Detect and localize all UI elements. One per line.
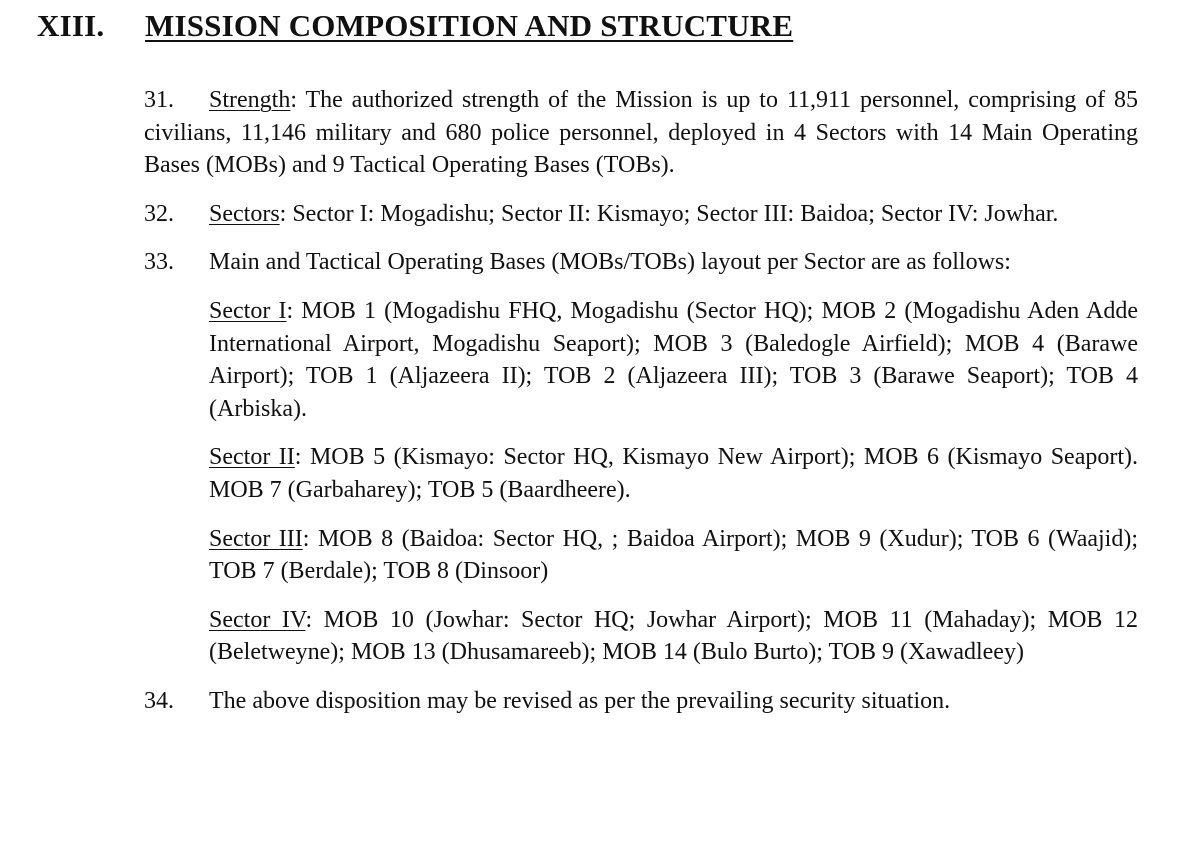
label-separator: : [279,200,287,227]
paragraph-32 [144,198,1138,231]
label-separator: : [305,606,313,633]
paragraph-33 [144,246,1138,279]
section-number: XIII. [37,8,105,43]
paragraph-text: Sector I: Mogadishu; Sector II: Kismayo; Sector III: Baidoa; Sector IV: Jowhar. [286,200,1059,227]
sector-label: Sector IV [209,606,306,633]
paragraph-number: 34. [144,687,174,714]
paragraph-text: The authorized strength of the Mission is up to 11,911 personnel, comprising of 85 civilians, 11,146 military and 680 police personnel, deployed in 4 Sectors with 14 Main Operating Bases (MOBs) and 9 Tactical Operating Bases (TOBs). [144,87,1138,179]
paragraph-text: Main and Tactical Operating Bases (MOBs/TOBs) layout per Sector are as follows: [209,249,1011,276]
sector-i-item [209,295,1138,425]
label-separator: : [294,444,302,471]
label-separator: : [302,525,310,552]
paragraph-text: The above disposition may be revised as per the prevailing security situation. [209,687,951,714]
sector-ii-item [209,441,1138,506]
sector-iv-item [209,604,1138,669]
sector-label: Sector II [209,444,295,471]
sector-text: MOB 1 (Mogadishu FHQ, Mogadishu (Sector HQ); MOB 2 (Mogadishu Aden Adde International Airport, Mogadishu Seaport); MOB 3 (Baledogle Airfield); MOB 4 (Barawe Airport); TOB 1 (Aljazeera II); TOB 2 (Aljazeera III); TOB 3 (Barawe Seaport); TOB 4 (Arbiska). [209,297,1138,422]
sector-iii-item [209,523,1138,588]
sector-label: Sector III [209,525,303,552]
document-body [144,84,1138,718]
paragraph-31 [144,84,1138,182]
paragraph-label: Sectors [209,200,280,227]
sector-text: MOB 8 (Baidoa: Sector HQ, ; Baidoa Airport); MOB 9 (Xudur); TOB 6 (Waajid); TOB 7 (Berdale); TOB 8 (Dinsoor) [209,525,1138,585]
section-heading [37,8,793,44]
label-separator: : [290,87,297,113]
paragraph-number: 31. [144,87,174,113]
sector-text: MOB 5 (Kismayo: Sector HQ, Kismayo New Airport); MOB 6 (Kismayo Seaport). MOB 7 (Garbaharey); TOB 5 (Baardheere). [209,444,1139,503]
sector-text: MOB 10 (Jowhar: Sector HQ; Jowhar Airport); MOB 11 (Mahaday); MOB 12 (Beletweyne); MOB 13 (Dhusamareeb); MOB 14 (Bulo Burto); TOB 9 (Xawadleey) [209,606,1138,666]
paragraph-number: 33. [144,249,174,276]
paragraph-number: 32. [144,200,174,227]
section-title: MISSION COMPOSITION AND STRUCTURE [145,8,794,43]
sector-label: Sector I [209,297,287,324]
paragraph-34 [144,685,1138,718]
label-separator: : [286,297,294,324]
paragraph-label: Strength [209,87,291,113]
